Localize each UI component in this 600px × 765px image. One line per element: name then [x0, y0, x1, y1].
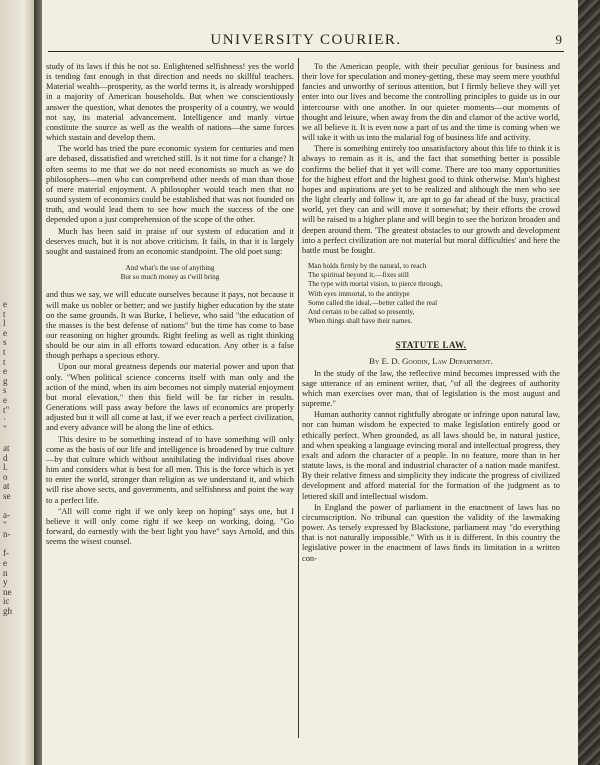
- margin-fragment: t: [3, 356, 6, 367]
- journal-title: UNIVERSITY COURIER.: [210, 32, 402, 48]
- margin-fragment: e: [3, 366, 7, 377]
- margin-fragment: y: [3, 577, 8, 588]
- paragraph: Much has been said in praise of our system of education and it deserves much, but it is not above criticism. It fails, in that it is largely sought and sustained from an economic standpoint. The old poet sung:: [46, 226, 294, 256]
- left-column: [46, 62, 294, 548]
- verse-line: Some called the ideal,—better called the real: [308, 298, 438, 307]
- verse-line: When things shall have their names.: [308, 317, 413, 326]
- margin-fragment: a-: [3, 510, 10, 521]
- quoted-verse: [308, 262, 560, 326]
- margin-fragment: at: [3, 481, 10, 492]
- verse-line: Man holds firmly by the natural, to reach: [308, 261, 427, 270]
- margin-fragment: g: [3, 375, 8, 386]
- article-byline: By E. D. Goodin, Law Department.: [369, 355, 493, 366]
- margin-fragment: f-: [3, 548, 9, 559]
- column-divider: [298, 58, 299, 738]
- book-cover-edge: [578, 0, 600, 765]
- running-header: [48, 30, 564, 52]
- margin-fragment: e: [3, 558, 7, 569]
- verse-line: The spiritual beyond it,—fixes still: [308, 271, 409, 280]
- verse-line: But so much money as t'will bring: [120, 273, 220, 282]
- paragraph: There is something entirely too unsatisfactory about this life to think it is always to remain as it is, and the fact that something better is possible confirms the belief that it yet will come. There are too many opportunities for the highest effort and the highest good to think otherwise. Man's highest hopes and aspirations are yet to be realized and although the men who see the light clearly and follow it, are apt to go far ahead of the busy, practical world, yet they can and will move it somewhat; by their efforts the crowd will be raised to a higher plane and will begin to see the horizon broaden and deepen around them. 'The greatest obstacles to our growth and development into a perfect civilization are not material but moral difficulties' and here the battle must be fought.: [302, 144, 560, 255]
- margin-fragment: t: [3, 308, 6, 319]
- verse-line: And what's the use of anything: [125, 263, 215, 272]
- quoted-verse: [46, 264, 294, 282]
- paragraph: "All will come right if we only keep on hoping" says one, but I believe it will only come right if we keep on working, doing. "Go forward, do earnestly with the best light you have" says Arnold, and this seems the wisest counsel.: [46, 506, 294, 547]
- paragraph: In the study of the law, the reflective mind becomes impressed with the sage utterance of an eminent writer, that, "of all the degrees of authority which man exercises over man, that of legislation is the most august and supreme.": [302, 368, 560, 409]
- margin-fragment: n-: [3, 529, 11, 540]
- margin-fragment: t: [3, 346, 6, 357]
- paragraph: To the American people, with their peculiar genious for business and their love for speculation and money-getting, these may seem mere youthful fancies and unworthy of serious attention, but I firmly believe they will yet enter into our lives and become the controlling principles to guide us in our intercourse with one another. In our quieter moments—our moments of thought and leisure, when away from the din and clamor of the active world, we all believe it. It is even now a part of us and the time is coming when we will take it with us into the malarial fog of business life and activity.: [302, 62, 560, 143]
- margin-fragment: gh: [3, 606, 12, 616]
- paragraph: study of its laws if this be not so. Enlightened selfishness! yes the world is tending fast enough in that direction and needs no skillful teachers. Material wealth—prosperity, as the world terms it, is already worshipped in a majority of American households. But when we conscientiously answer the question, what denotes the prosperity of a country, we would not say, its material advancement. Intelligence and manly virtue constitute the source as well as the wealth of nations—the same forces which sustain and develop them.: [46, 62, 294, 143]
- margin-fragment: t": [3, 404, 10, 415]
- paragraph: and thus we say, we will educate ourselves because it pays, not because it will make us nobler or better; and we justify higher education by the state on the same grounds. It was Burke, I believe, who said "the education of the masses is the best defense of nations" but the time has come to base our reasoning on higher grounds. Right feeling as well as right thinking should be our aim in all efforts toward education. Any other is a false though perhaps a specious ethory.: [46, 290, 294, 361]
- margin-fragment: e: [3, 299, 7, 309]
- previous-page-edge: [0, 0, 34, 765]
- margin-fragment: ": [3, 423, 7, 434]
- paragraph: The world has tried the pure economic system for centuries and men are debased, dissatisfied and wretched still. Is it not time for a change? It often seems to me that we do not need economists so much as we do philosophers—men who can comprehend other needs of man than those of mere material enjoyment. A philosopher would teach men that no sound system of economics could be established that was not founded on truth, and would lead them to see how much the success of the one depended upon a just comprehension of the scope of the other.: [46, 144, 294, 225]
- margin-fragment: d: [3, 452, 8, 463]
- verse-line: The type with mortal vision, to pierce through,: [308, 280, 443, 289]
- margin-fragment: ": [3, 519, 7, 530]
- verse-line: And certain to be called so presently,: [308, 307, 415, 316]
- paragraph: Human authority cannot rightfully abrogate or infringe upon natural law, nor can human wisdom be expected to make legislation entirely good or ethically perfect. When grounded, as all laws should be, in natural justice, and when speaking a language evincing moral and intellectual progress, they exalt and adorn the character of a people. In no feature, more than in her statute laws, is the moral and industrial character of a nation made manifest. By their relative fitness and simplicity they indicate the progress of civilized development and afford material for the formation of the judgment as to lettered skill and intellectual wisdom.: [302, 410, 560, 501]
- margin-fragment: ic: [3, 596, 10, 607]
- verse-line: With eyes immortal, to the antitype: [308, 289, 410, 298]
- margin-fragment: ·: [3, 414, 6, 425]
- margin-fragment: l.: [3, 462, 8, 473]
- previous-page-fragments: [3, 300, 31, 617]
- margin-fragment: n: [3, 567, 8, 578]
- margin-fragment: e: [3, 327, 7, 338]
- margin-fragment: l: [3, 318, 6, 329]
- margin-fragment: s: [3, 337, 7, 348]
- page: [42, 0, 578, 765]
- paragraph: In England the power of parliament in the enactment of laws has no circumscription. No tribunal can question the validity of the lawmaking power. As tersely expressed by Blackstone, parliament may "do everything that is not naturally impossible." With us it is different. In this country the legislative power in the enactment of laws finds its limitation in a written con-: [302, 502, 560, 563]
- article-title: STATUTE LAW.: [395, 340, 467, 351]
- margin-fragment: o: [3, 471, 8, 482]
- margin-fragment: s: [3, 385, 7, 396]
- margin-fragment: se: [3, 490, 11, 501]
- right-column: [302, 62, 560, 565]
- paragraph: This desire to be something instead of to have something will only come as the basis of our life and intelligence is broadened by true culture—by that culture which without annihilating the individual rises above him and considers what is best for all men. This is the force which is yet to enter the world, stronger than religion as we understand it, and which will rise above sects, and governments, and selfishness and point the way to a perfect life.: [46, 434, 294, 505]
- margin-fragment: ne: [3, 586, 12, 597]
- paragraph: Upon our moral greatness depends our material power and upon that only. "When political science concerns itself with man only and the action of the mind, when its aim becomes not simply material enjoyment but moral elevation," then this field will be far richer in results. Generations will pass away before the laws of economics are properly adjusted but it will all come at last, if we ever reach a perfect civilization, and every advance will be along the line of ethics.: [46, 362, 294, 433]
- page-number: 9: [555, 32, 562, 47]
- margin-fragment: at: [3, 442, 10, 453]
- binding-gutter: [34, 0, 42, 765]
- margin-fragment: e: [3, 394, 7, 405]
